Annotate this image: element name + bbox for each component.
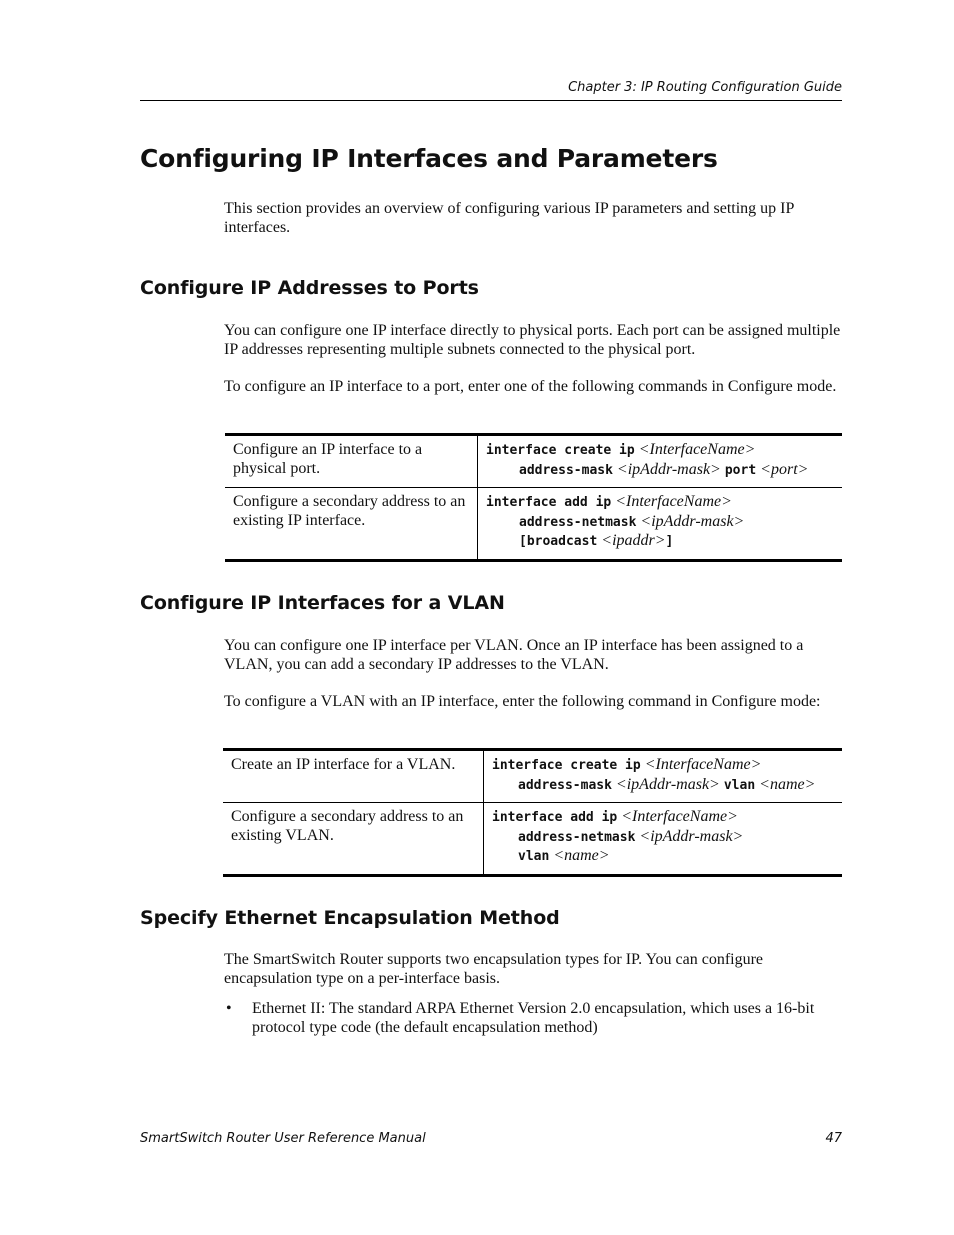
cmd-argument: <ipaddr> — [601, 532, 666, 549]
running-header — [140, 78, 842, 101]
cmd-argument: <ipAddr-mask> — [616, 460, 721, 478]
table-cell-command — [484, 750, 843, 803]
section2-paragraph-2: To configure a VLAN with an IP interface, enter the following command in Configure mode: — [224, 693, 821, 710]
cmd-keyword: interface add ip — [486, 495, 612, 510]
page-title: Configuring IP Interfaces and Parameters — [140, 144, 718, 173]
table-cell-description: Configure an IP interface to a physical port. — [225, 435, 478, 488]
table-row — [223, 750, 842, 803]
running-footer — [140, 1131, 842, 1146]
section-heading-ip-ports: Configure IP Addresses to Ports — [140, 277, 479, 299]
intro-paragraph: This section provides an overview of configuring various IP parameters and setting up IP interfaces. — [224, 200, 794, 236]
bullet-marker: • — [226, 1000, 232, 1017]
cmd-argument: <InterfaceName> — [638, 441, 756, 458]
cmd-keyword: vlan — [723, 777, 756, 793]
section-heading-encapsulation: Specify Ethernet Encapsulation Method — [140, 907, 560, 929]
cmd-keyword: port — [724, 462, 757, 478]
section-heading-vlan: Configure IP Interfaces for a VLAN — [140, 592, 505, 614]
cmd-keyword: ] — [665, 534, 674, 549]
cmd-keyword: address-mask — [519, 462, 613, 478]
cmd-argument: <InterfaceName> — [644, 756, 762, 773]
cmd-keyword: interface add ip — [492, 810, 618, 825]
cmd-keyword: [broadcast — [519, 534, 598, 549]
table-row — [223, 803, 842, 876]
table-cell-command — [478, 488, 843, 561]
cmd-keyword: interface create ip — [486, 443, 635, 458]
cmd-keyword: address-mask — [518, 777, 612, 793]
cmd-argument: <port> — [760, 460, 809, 478]
table-cell-command — [478, 435, 843, 488]
cmd-argument: <name> — [553, 847, 610, 864]
cmd-argument: <ipAddr-mask> — [615, 775, 720, 793]
chapter-title: Chapter 3: IP Routing Configuration Guide — [568, 80, 842, 95]
command-table-vlan — [223, 748, 842, 877]
manual-title: SmartSwitch Router User Reference Manual — [140, 1131, 426, 1146]
page-number: 47 — [825, 1131, 842, 1146]
table-row — [225, 435, 842, 488]
section2-paragraph-1: You can configure one IP interface per VLAN. Once an IP interface has been assigned to a VLAN, you can add a secondary IP addresses to the VLAN. — [224, 637, 804, 673]
cmd-argument: <InterfaceName> — [621, 808, 738, 825]
bullet-text: Ethernet II: The standard ARPA Ethernet Version 2.0 encapsulation, which uses a 16-bit protocol type code (the default encapsulation method) — [252, 1000, 815, 1036]
table-cell-description: Create an IP interface for a VLAN. — [223, 750, 484, 803]
command-table-ports — [225, 433, 842, 562]
section1-paragraph-1: You can configure one IP interface directly to physical ports. Each port can be assigned multiple IP addresses representing multiple subnets connected to the physical port. — [224, 322, 841, 358]
cmd-argument: <ipAddr-mask> — [639, 827, 744, 845]
section3-paragraph-1: The SmartSwitch Router supports two encapsulation types for IP. You can configure encapsulation type on a per-interface basis. — [224, 951, 764, 987]
table-cell-description: Configure a secondary address to an existing VLAN. — [223, 803, 484, 876]
cmd-keyword: vlan — [518, 849, 550, 864]
cmd-argument: <ipAddr-mask> — [640, 512, 745, 530]
cmd-argument: <InterfaceName> — [615, 493, 732, 510]
table-row — [225, 488, 842, 561]
cmd-keyword: address-netmask — [519, 514, 637, 530]
cmd-keyword: interface create ip — [492, 758, 641, 773]
section1-paragraph-2: To configure an IP interface to a port, enter one of the following commands in Configure mode. — [224, 378, 837, 395]
cmd-keyword: address-netmask — [518, 829, 636, 845]
table-cell-command — [484, 803, 843, 876]
table-cell-description: Configure a secondary address to an existing IP interface. — [225, 488, 478, 561]
cmd-argument: <name> — [759, 775, 816, 793]
